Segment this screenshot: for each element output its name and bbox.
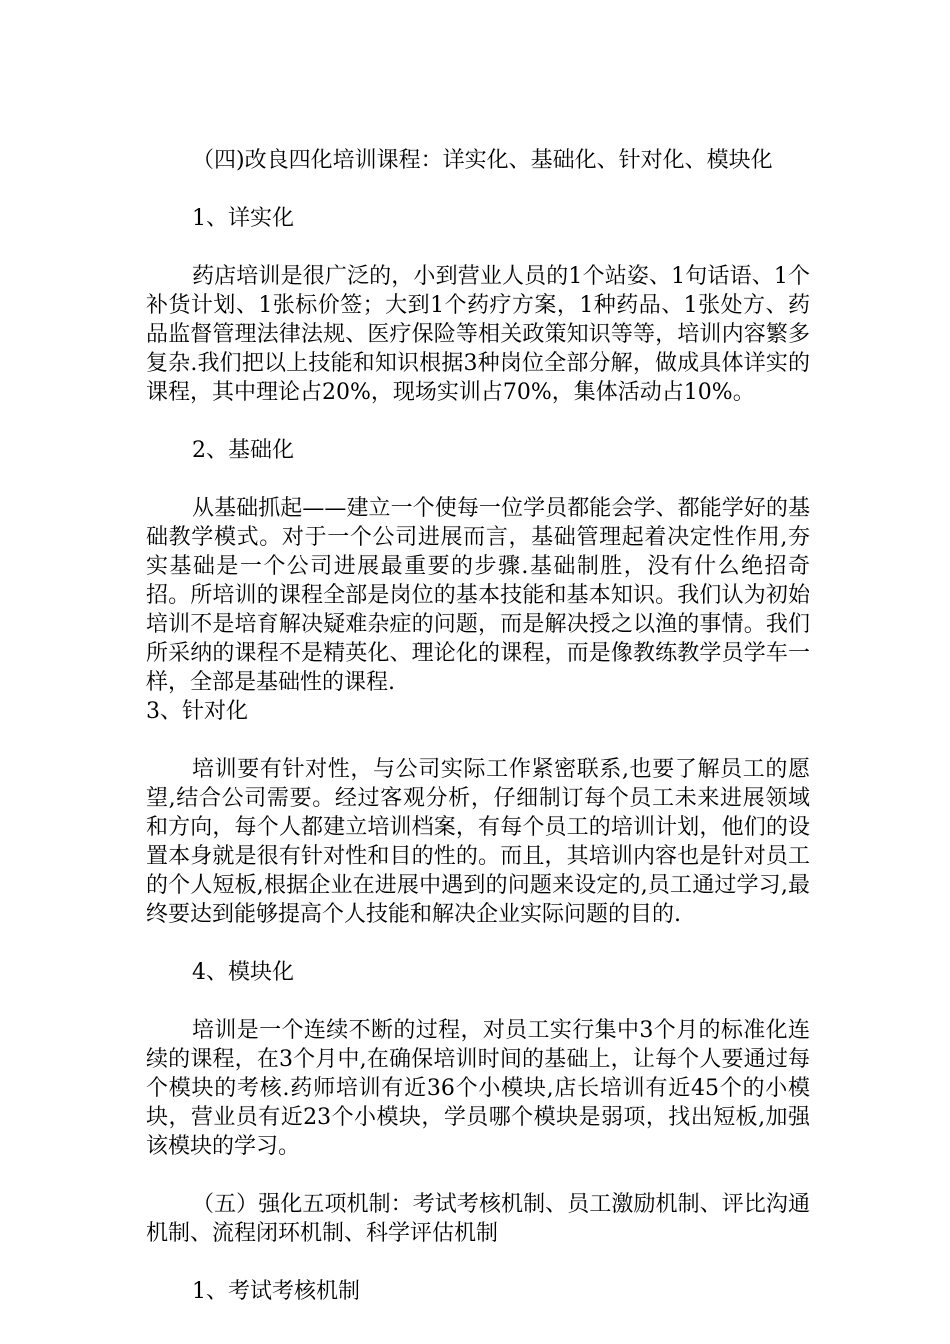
item4-heading: 4、模块化 (192, 960, 294, 985)
item3-body: 培训要有针对性，与公司实际工作紧密联系,也要了解员工的愿望,结合公司需要。经过客观分析，仔细制订每个员工未来进展领域和方向，每个人都建立培训档案，有每个员工的培训计划，他们的设置本身就是很有针对性和目的性的。而且，其培训内容也是针对员工的个人短板,根据企业在进展中遇到的问题来设定的,员工通过学习,最终要达到能够提高个人技能和解决企业实际问题的目的. (146, 757, 810, 927)
item4-body: 培训是一个连续不断的过程，对员工实行集中3个月的标准化连续的课程，在3个月中,在确保培训时间的基础上，让每个人要通过每个模块的考核.药师培训有近36个小模块,店长培训有近45个的小模块，营业员有近23个小模块，学员哪个模块是弱项，找出短板,加强该模块的学习。 (146, 1018, 810, 1159)
section5-item1-heading: 1、考试考核机制 (192, 1279, 360, 1304)
section5-title: （五）强化五项机制：考试考核机制、员工激励机制、评比沟通机制、流程闭环机制、科学评估机制 (146, 1192, 810, 1246)
item1-body: 药店培训是很广泛的，小到营业人员的1个站姿、1句话语、1个补货计划、1张标价签；大到1个药疗方案，1种药品、1张处方、药品监督管理法律法规、医疗保险等相关政策知识等等，培训内容繁多复杂.我们把以上技能和知识根据3种岗位全部分解，做成具体详实的课程，其中理论占20%，现场实训占70%，集体活动占10%。 (146, 264, 810, 405)
item2-heading: 2、基础化 (192, 438, 294, 463)
item3-heading: 3、针对化 (146, 699, 248, 724)
section4-title: （四)改良四化培训课程：详实化、基础化、针对化、模块化 (192, 148, 773, 173)
item1-heading: 1、详实化 (192, 206, 294, 231)
item2-body: 从基础抓起——建立一个使每一位学员都能会学、都能学好的基础教学模式。对于一个公司进展而言，基础管理起着决定性作用,夯实基础是一个公司进展最重要的步骤.基础制胜，没有什么绝招奇招。所培训的课程全部是岗位的基本技能和基本知识。我们认为初始培训不是培育解决疑难杂症的问题，而是解决授之以渔的事情。我们所采纳的课程不是精英化、理论化的课程，而是像教练教学员学车一样，全部是基础性的课程. (146, 496, 810, 695)
document-page (146, 146, 810, 1306)
